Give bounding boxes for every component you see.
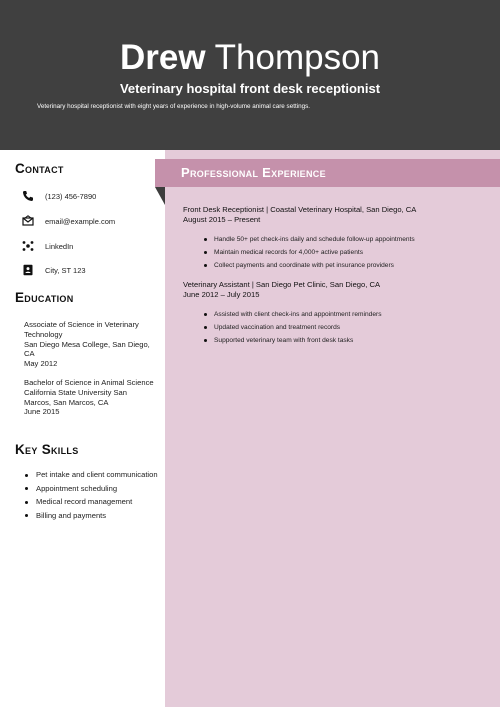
first-name: Drew (119, 38, 206, 77)
skill-item: Appointment scheduling (24, 484, 159, 494)
summary-text: Veterinary hospital receptionist with eight years of experience in high-volume animal care settings. (37, 103, 311, 110)
contact-location (22, 264, 86, 276)
resume-header (0, 0, 500, 150)
skill-item: Billing and payments (24, 511, 159, 521)
job-bullets (183, 233, 483, 272)
last-name: Thompson (214, 38, 381, 77)
edu-school: San Diego Mesa College, San Diego, CA (24, 339, 150, 359)
skills-list (24, 470, 159, 524)
job-bullet: Handle 50+ pet check-ins daily and schedule follow-up appointments (183, 233, 483, 246)
job-bullet: Collect payments and coordinate with pet insurance providers (183, 259, 483, 272)
job-employer: San Diego Pet Clinic, San Diego, CA (255, 280, 381, 289)
linkedin-text[interactable]: LinkedIn (45, 241, 74, 251)
network-icon (22, 240, 34, 252)
edu-school: California State University San Marcos, San Marcos, CA (24, 387, 127, 407)
job-entry (183, 280, 483, 347)
edu-degree: Associate of Science in Veterinary Technology (24, 320, 139, 339)
job-header (183, 205, 483, 215)
job-bullet: Supported veterinary team with front desk tasks (183, 334, 483, 347)
contact-heading: Contact (15, 161, 64, 176)
contact-email (22, 215, 116, 227)
job-role: Front Desk Receptionist (183, 205, 265, 214)
envelope-icon (22, 215, 34, 227)
location-text: City, ST 123 (45, 265, 86, 275)
job-employer: Coastal Veterinary Hospital, San Diego, CA (270, 205, 417, 214)
job-bullet: Assisted with client check-ins and appointment reminders (183, 308, 483, 321)
candidate-name (0, 38, 500, 78)
job-separator: | (251, 280, 256, 289)
contact-linkedin (22, 240, 74, 252)
edu-date: May 2012 (24, 359, 58, 369)
email-text: email@example.com (45, 216, 116, 226)
job-dates: August 2015 – Present (183, 215, 261, 224)
skills-heading: Key Skills (15, 442, 79, 457)
contact-phone (22, 190, 97, 202)
phone-text: (123) 456-7890 (45, 191, 97, 201)
job-bullet: Maintain medical records for 4,000+ active patients (183, 246, 483, 259)
job-role: Veterinary Assistant (183, 280, 250, 289)
job-separator: | (266, 205, 271, 214)
edu-degree: Bachelor of Science in Animal Science (24, 378, 154, 387)
job-entry (183, 205, 483, 272)
job-bullets (183, 308, 483, 347)
skill-item: Medical record management (24, 497, 159, 507)
edu-date: June 2015 (24, 407, 60, 417)
education-entry (24, 378, 154, 417)
phone-icon (22, 190, 34, 202)
skill-item: Pet intake and client communication (24, 470, 159, 480)
contact-card-icon (22, 264, 34, 276)
banner-fold (155, 187, 165, 205)
education-entry (24, 320, 154, 369)
job-dates: June 2012 – July 2015 (183, 290, 260, 299)
job-bullet: Updated vaccination and treatment records (183, 321, 483, 334)
education-heading: Education (15, 290, 74, 305)
job-header (183, 280, 483, 290)
experience-heading: Professional Experience (181, 165, 326, 180)
job-title: Veterinary hospital front desk receptionist (119, 81, 381, 96)
